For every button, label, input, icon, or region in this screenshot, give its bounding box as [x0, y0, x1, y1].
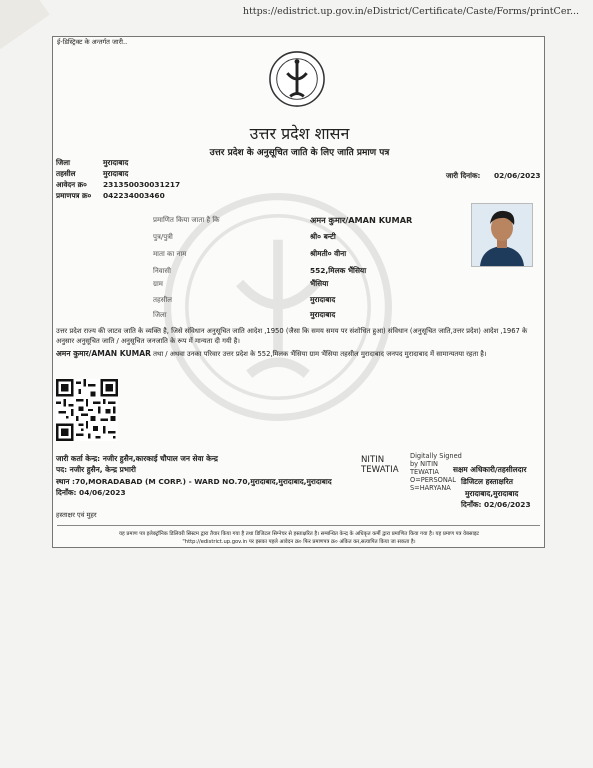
caste-certificate	[52, 36, 545, 548]
residence-paragraph-text: तथा / अथवा उनका परिवार उत्तर प्रदेश के 552,मिलक भैंसिया ग्राम भैंसिया तहसील मुरादाबाद जनपद मुरादाबाद में सामान्यतया रहता है।	[153, 350, 487, 358]
digital-signer-name-line: NITIN	[361, 455, 385, 465]
sign-seal-label: हस्ताक्षर एवं मुहर	[56, 511, 97, 519]
certify-label: प्रमाणित किया जाता है कि	[153, 216, 220, 224]
residence-paragraph-name: अमन कुमार/AMAN KUMAR	[56, 349, 151, 358]
detail-district-label: जिला	[153, 311, 167, 319]
certificate-title: उत्तर प्रदेश शासन	[249, 124, 350, 143]
detail-tehsil-label: तहसील	[153, 296, 172, 304]
digital-signer-name	[361, 455, 399, 475]
village-label: ग्राम	[153, 280, 163, 288]
district-value: मुरादाबाद	[103, 158, 129, 167]
issue-date-label: जारी दिनांक:	[446, 171, 481, 180]
tehsil-label: तहसील	[56, 169, 76, 178]
issuer-date: दिनाँक: 04/06/2023	[56, 488, 126, 497]
certificate-subtitle: उत्तर प्रदेश के अनुसूचित जाति के लिए जाति प्रमाण पत्र	[209, 148, 390, 158]
father-label: पुत्र/पुत्री	[153, 233, 173, 241]
application-no-label: आवेदन क्र०	[56, 180, 87, 189]
preview-note: ई-डिस्ट्रिक्ट के अन्तर्गत जारी..	[57, 38, 128, 46]
officer-digital-sign: डिजिटल हस्ताक्षरित	[461, 477, 513, 486]
issue-date-value: 02/06/2023	[494, 171, 541, 180]
page-url: https://edistrict.up.gov.in/eDistrict/Certificate/Caste/Forms/printCer...	[242, 6, 579, 17]
digital-signature-line: O=PERSONAL	[410, 476, 456, 484]
digital-signature-line: by NITIN	[410, 460, 438, 468]
qr-code	[56, 379, 118, 441]
footer-note-line1: यह प्रमाण पत्र इलेक्ट्रॉनिक डिलिवरी सिस्टम द्वारा तैयार किया गया है तथा डिजिटल सिग्नेचर से हस्ताक्षरित है। सम्बन्धित केन्द्र के अधिकृत कर्मी द्वारा प्रमाणित किया गया है। यह प्रमाण पत्र वेबसाइट	[119, 531, 479, 537]
mother-label: माता का नाम	[153, 250, 187, 258]
father-value: श्री० बन्टी	[310, 232, 336, 241]
village-value: भैंसिया	[310, 279, 329, 288]
detail-tehsil-value: मुरादाबाद	[310, 295, 336, 304]
district-label: जिला	[56, 158, 70, 167]
detail-district-value: मुरादाबाद	[310, 310, 336, 319]
mother-value: श्रीमती० वीना	[310, 249, 347, 258]
issuer-place: स्थान :70,MORADABAD (M CORP.) - WARD NO.70,मुरादाबाद,मुरादाबाद,मुरादाबाद	[56, 477, 332, 486]
officer-title: सक्षम अधिकारी/तहसीलदार	[453, 465, 527, 474]
footer-note-line2: "http://edistrict.up.gov.in पर इसका पहले आवेदन क्र० फिर प्रमाणपत्र क्र० अंकित कर,सत्यापित किया जा सकता है।	[182, 539, 416, 545]
application-no-value: 231350030031217	[103, 180, 181, 189]
caste-paragraph: उत्तर प्रदेश राज्य की जाटव जाति के व्यक्ति है, जिसे संविधान अनुसूचित जाति आदेश ,1950 (जैसा कि समय समय पर संशोधित हुआ) संविधान (अनुसूचित जाति,उत्तर प्रदेश) आदेश ,1967 के अनुसार अनुसूचित जाति / अनुसूचित जनजाति के रूप में मान्यता दी गयी है।	[56, 327, 528, 345]
certificate-no-value: 042234003460	[103, 191, 165, 200]
resident-label: निवासी	[153, 267, 171, 275]
residence-paragraph	[56, 349, 540, 359]
officer-date: दिनाँक: 02/06/2023	[461, 500, 531, 509]
applicant-photo	[471, 203, 533, 267]
digital-signature-line: TEWATIA	[410, 468, 439, 476]
certificate-no-label: प्रमाणपत्र क्र०	[56, 191, 92, 200]
officer-location: मुरादाबाद,मुरादाबाद	[465, 489, 519, 498]
resident-value: 552,मिलक भैंसिया	[310, 266, 367, 275]
up-emblem	[268, 50, 326, 108]
tehsil-value: मुरादाबाद	[103, 169, 129, 178]
applicant-name: अमन कुमार/AMAN KUMAR	[310, 215, 413, 225]
digital-signature-line: Digitally Signed	[410, 452, 462, 460]
digital-signer-name-line: TEWATIA	[361, 465, 399, 475]
footer-divider	[57, 525, 540, 526]
issuer-center: जारी कर्ता केन्द्र: नजीर हुसैन,कारकाई चौपाल जन सेवा केन्द्र	[56, 454, 218, 463]
digital-signature-line: S=HARYANA	[410, 484, 451, 492]
issuer-post: पद: नजीर हुसैन, केन्द्र प्रभारी	[56, 465, 136, 474]
tape-strip	[0, 0, 50, 49]
